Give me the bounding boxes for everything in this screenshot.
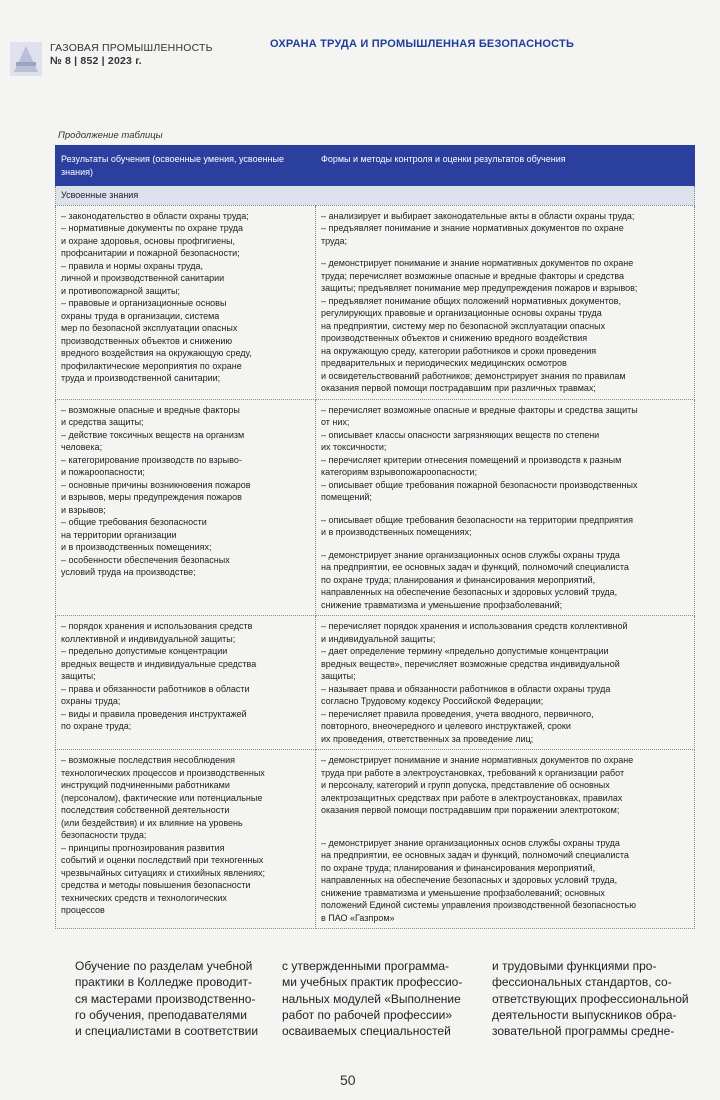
learning-outcomes-table (55, 145, 695, 929)
body-text-line: осваиваемых специальностей (282, 1024, 451, 1039)
cell-line (321, 504, 689, 514)
cell-line: предварительных и периодических медицинских осмотров (321, 358, 567, 368)
cell-line: – возможные опасные и вредные факторы (61, 404, 240, 415)
magazine-info (50, 42, 213, 68)
body-column-2 (282, 958, 482, 1039)
cell-line: – порядок хранения и использования средств (61, 621, 253, 631)
cell-line: на предприятии, ее основных задач и функций, полномочий специалиста (321, 562, 629, 572)
cell-line: на предприятии, систему мер по безопасной эксплуатации опасных (321, 320, 606, 331)
cell-line: труда при работе в электроустановках, требований к организации работ (321, 767, 625, 778)
cell-line: – описывает общие требования безопасности на территории предприятия (321, 514, 634, 525)
cell-line: труда; (321, 235, 347, 246)
method-cell (316, 750, 695, 929)
cell-line: – демонстрирует знание организационных основ службы охраны труда (321, 549, 620, 560)
cell-line: профилактические мероприятия по охране (61, 360, 242, 371)
cell-line: вредных веществ», перечисляет возможные средства индивидуальной (321, 658, 620, 669)
cell-line: повторного, внеочередного и целевого инструктажей, сроки (321, 721, 571, 731)
cell-line: труда; перечисляет возможные опасные и вредные факторы и средства (321, 270, 625, 281)
outcome-cell (56, 205, 316, 399)
cell-line: защиты; предъявляет понимание мер предупреждения пожаров и взрывов; (321, 283, 638, 293)
cell-line: – описывает классы опасности загрязняющих веществ по степени (321, 429, 600, 440)
cell-line: – нормативные документы по охране труда (61, 223, 244, 233)
cell-line (321, 827, 689, 837)
body-text-line: ми учебных практик профессио- (282, 975, 463, 990)
cell-line: и взрывов, меры предупреждения пожаров (61, 492, 242, 502)
body-text-line: практики в Колледже проводит- (75, 975, 252, 990)
cell-line (321, 247, 689, 257)
cell-line: электрозащитных средствах при работе в электроустановках, правилах (321, 792, 623, 803)
cell-line: – описывает общие требования пожарной безопасности производственных (321, 479, 638, 490)
cell-line: – демонстрирует понимание и знание нормативных документов по охране (321, 755, 634, 765)
table-subheader: Усвоенные знания (56, 186, 695, 206)
cell-line: – права и обязанности работников в области (61, 683, 250, 694)
cell-line: (или бездействия) и их влияние на уровень (61, 817, 243, 828)
cell-line: – перечисляет критерии отнесения помещений и производств к разным (321, 454, 622, 465)
body-text-line: деятельности выпускников обра- (492, 1007, 677, 1022)
cell-line: средства и методы повышения безопасности (61, 880, 251, 890)
cell-line: – предъявляет понимание общих положений нормативных документов, (321, 295, 621, 306)
cell-line (321, 539, 689, 549)
cell-line: и средства защиты; (61, 417, 144, 427)
cell-line: – принципы прогнозирования развития (61, 842, 225, 853)
cell-line: технологических процессов и производственных (61, 767, 265, 778)
body-text-line: ся мастерами производственно- (75, 991, 256, 1006)
cell-line: оказания первой помощи пострадавшим при различных травмах; (321, 383, 596, 393)
cell-line: охраны труда; (61, 696, 121, 706)
column-header-methods: Формы и методы контроля и оценки результатов обучения (316, 146, 695, 186)
magazine-logo-icon (8, 38, 44, 78)
cell-line: положений Единой системы управления производственной безопасностью (321, 900, 636, 910)
cell-line: труда и производственной санитарии; (61, 373, 221, 383)
cell-line: – законодательство в области охраны труда; (61, 210, 249, 221)
cell-line: производственных объектов и снижению вредного воздействия (321, 333, 588, 343)
table-caption: Продолжение таблицы (58, 130, 163, 141)
cell-line: – виды и правила проведения инструктажей (61, 708, 247, 719)
body-column-3 (492, 958, 707, 1039)
cell-line: на территории организации (61, 529, 177, 540)
table-row (56, 205, 695, 399)
cell-line: оказания первой помощи пострадавшим при поражении электротоком; (321, 805, 620, 815)
cell-line: – перечисляет возможные опасные и вредные факторы и средства защиты (321, 404, 638, 415)
cell-line: направленных на обеспечение безопасных и здоровых условий труда, (321, 875, 618, 885)
cell-line: и противопожарной защиты; (61, 285, 181, 296)
cell-line: – анализирует и выбирает законодательные акты в области охраны труда; (321, 210, 635, 221)
cell-line: и охране здоровья, основы профгигиены, (61, 235, 236, 246)
cell-line: – категорирование производств по взрыво- (61, 454, 242, 465)
body-text-line: и специалистами в соответствии (75, 1024, 259, 1039)
cell-line: – предельно допустимые концентрации (61, 646, 228, 656)
cell-line: человека; (61, 442, 103, 452)
cell-line: – называет права и обязанности работников в области охраны труда (321, 683, 611, 694)
body-text-line: Обучение по разделам учебной (75, 959, 253, 973)
cell-line: снижение травматизма и уменьшение профзаболеваний; основных (321, 887, 605, 898)
cell-line: – предъявляет понимание и знание нормативных документов по охране (321, 223, 624, 233)
cell-line: защиты; (61, 671, 96, 681)
cell-line: последствия собственной деятельности (61, 805, 230, 815)
cell-line: вредного воздействия на окружающую среду, (61, 348, 252, 358)
cell-line: снижение травматизма и уменьшение профзаболеваний; (321, 599, 563, 610)
cell-line: их проведения, ответственных за проведение лиц; (321, 733, 534, 744)
magazine-title: ГАЗОВАЯ ПРОМЫШЛЕННОСТЬ (50, 42, 213, 54)
cell-line: и индивидуальной защиты; (321, 633, 436, 644)
page-header (0, 0, 720, 80)
cell-line: на окружающую среду, категории работников и сроки проведения (321, 345, 597, 356)
table-row (56, 616, 695, 750)
cell-line: – действие токсичных веществ на организм (61, 429, 245, 440)
outcome-cell (56, 399, 316, 616)
cell-line: и освидетельствований работников; демонстрирует знания по правилам (321, 370, 626, 381)
cell-line: в ПАО «Газпром» (321, 912, 395, 923)
body-text-line: ответствующих профессиональной (492, 991, 689, 1006)
cell-line: производственных объектов и снижению (61, 335, 233, 346)
cell-line: – общие требования безопасности (61, 517, 207, 527)
cell-line: регулирующих правовые и организационные основы охраны труда (321, 308, 602, 318)
cell-line: – демонстрирует понимание и знание нормативных документов по охране (321, 258, 634, 268)
method-cell (316, 616, 695, 750)
cell-line: событий и оценки последствий при техногенных (61, 855, 264, 865)
body-text-line: фессиональных стандартов, со- (492, 975, 672, 990)
cell-line: инструкций подчиненными работниками (61, 780, 230, 790)
body-text-line: зовательной программы средне- (492, 1024, 675, 1039)
method-cell (316, 399, 695, 616)
cell-line: безопасности труда; (61, 830, 147, 840)
cell-line: и в производственных помещениях; (61, 542, 212, 552)
cell-line: категориям взрывопожароопасности; (321, 467, 477, 477)
cell-line: – правовые и организационные основы (61, 298, 227, 308)
cell-line: и в производственных помещениях; (321, 527, 472, 537)
cell-line: защиты; (321, 671, 356, 681)
cell-line: – перечисляет правила проведения, учета вводного, первичного, (321, 708, 594, 719)
cell-line: мер по безопасной эксплуатации опасных (61, 323, 238, 333)
cell-line: на предприятии, ее основных задач и функций, полномочий специалиста (321, 850, 629, 860)
cell-line: – демонстрирует знание организационных основ службы охраны труда (321, 837, 620, 848)
cell-line: вредных веществ и индивидуальные средства (61, 658, 257, 669)
cell-line: чрезвычайных ситуациях и стихийных явлениях; (61, 867, 265, 878)
cell-line: коллективной и индивидуальной защиты; (61, 633, 236, 644)
body-column-1 (75, 958, 270, 1039)
issue-number: № 8 | 852 | 2023 г. (50, 55, 142, 67)
cell-line: направленных на обеспечение безопасных и здоровых условий труда, (321, 587, 618, 597)
body-text-line: с утвержденными программа- (282, 959, 450, 973)
body-text-line: го обучения, преподавателями (75, 1007, 247, 1022)
cell-line: – возможные последствия несоблюдения (61, 755, 236, 765)
cell-line: – особенности обеспечения безопасных (61, 554, 230, 565)
cell-line: и пожароопасности; (61, 467, 145, 477)
cell-line: условий труда на производстве; (61, 567, 196, 577)
cell-line: процессов (61, 905, 105, 915)
cell-line: и персоналу, категорий и групп допуска, представление об основных (321, 780, 610, 790)
body-text-line: нальных модулей «Выполнение (282, 991, 461, 1006)
cell-line: по охране труда; планирования и финансирования мероприятий, (321, 574, 596, 585)
outcome-cell (56, 750, 316, 929)
section-title: ОХРАНА ТРУДА И ПРОМЫШЛЕННАЯ БЕЗОПАСНОСТЬ (270, 38, 575, 50)
body-text-line: работ по рабочей профессии» (282, 1007, 453, 1022)
cell-line (321, 817, 689, 827)
cell-line: – дает определение термину «предельно допустимые концентрации (321, 646, 609, 656)
method-cell (316, 205, 695, 399)
table-row (56, 399, 695, 616)
cell-line: – перечисляет порядок хранения и использования средств коллективной (321, 621, 628, 631)
table-row (56, 750, 695, 929)
cell-line: (персоналом), фактические или потенциальные (61, 792, 263, 803)
column-header-outcomes: Результаты обучения (освоенные умения, усвоенные знания) (56, 146, 316, 186)
cell-line: от них; (321, 417, 350, 427)
cell-line: согласно Трудовому кодексу Российской Федерации; (321, 696, 544, 706)
cell-line: и взрывов; (61, 504, 106, 515)
cell-line: по охране труда; планирования и финансирования мероприятий, (321, 862, 596, 873)
cell-line: профсанитарии и пожарной безопасности; (61, 248, 240, 258)
cell-line: их токсичности; (321, 442, 387, 452)
body-text-line: и трудовыми функциями про- (492, 959, 657, 973)
cell-line: помещений; (321, 492, 372, 502)
page-number: 50 (340, 1072, 356, 1088)
cell-line: охраны труда в организации, система (61, 310, 220, 321)
cell-line: – основные причины возникновения пожаров (61, 479, 251, 490)
cell-line: личной и производственной санитарии (61, 273, 225, 283)
outcome-cell (56, 616, 316, 750)
cell-line: по охране труда; (61, 721, 132, 731)
cell-line: технических средств и технологических (61, 892, 227, 903)
cell-line: – правила и нормы охраны труда, (61, 260, 203, 271)
